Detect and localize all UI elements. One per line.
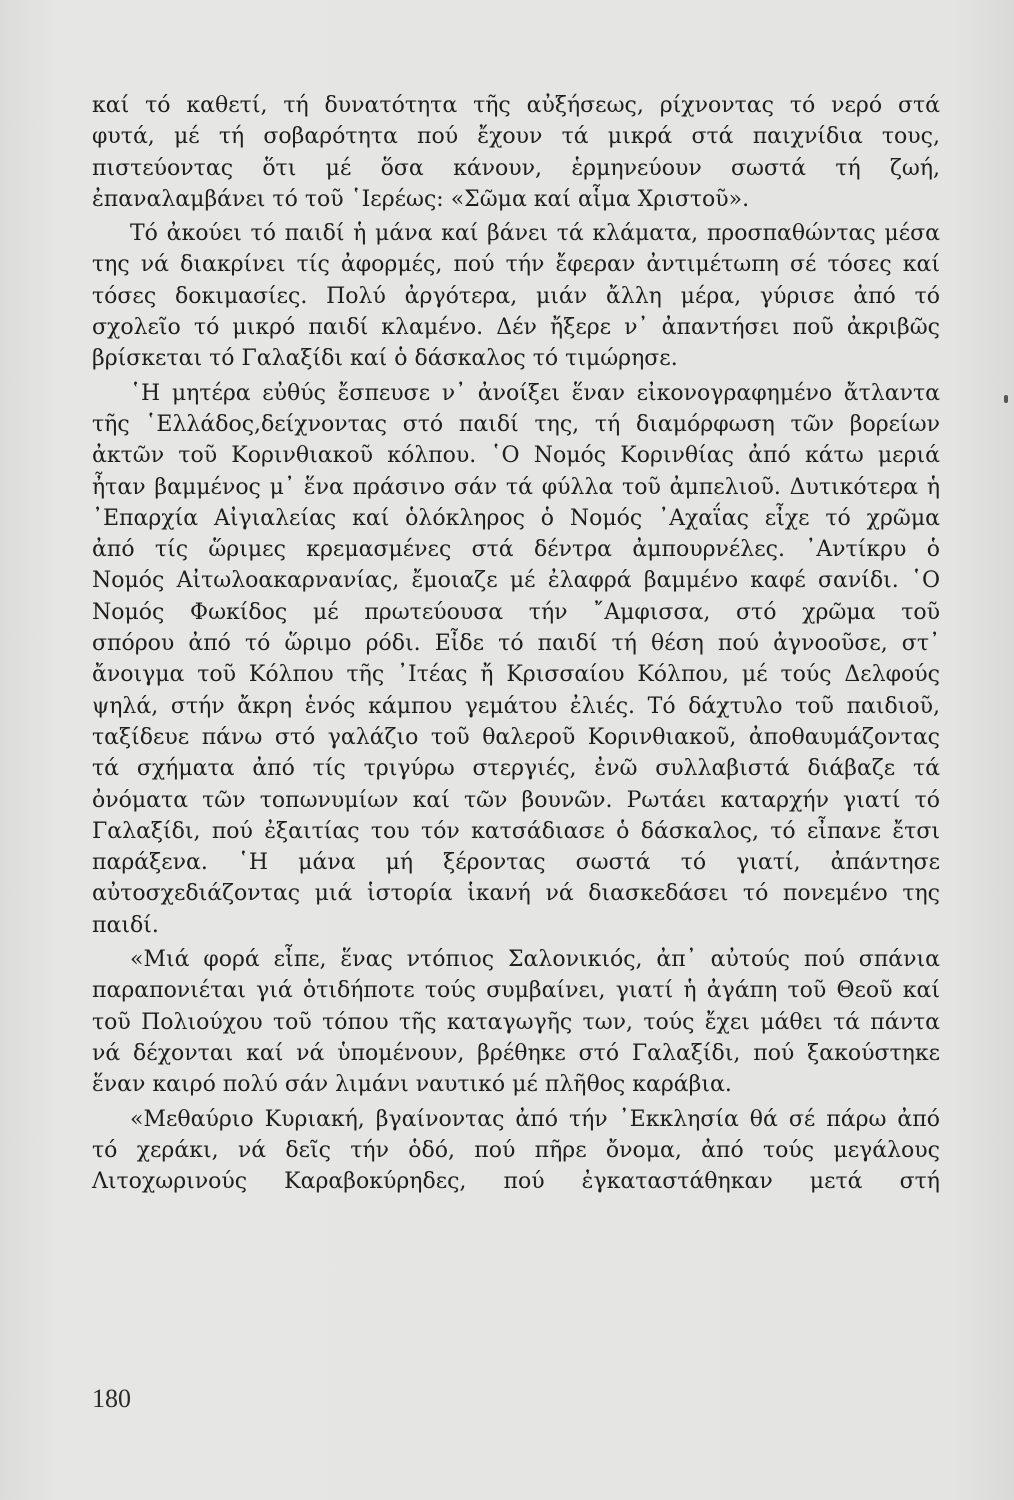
text-line: βρίσκεται τό Γαλαξίδι καί ὁ δάσκαλος τό τιμώρησε. xyxy=(92,346,678,372)
text-line: ἕναν καιρό πολύ σάν λιμάνι ναυτικό μέ πλῆθος καράβια. xyxy=(92,1072,732,1098)
paragraph xyxy=(92,944,940,1100)
body-text xyxy=(92,90,940,1200)
text-line: ἄνοιγμα τοῦ Κόλπου τῆς ᾽Ιτέας ἤ Κρισσαίου Κόλπου, μέ τούς Δελφούς xyxy=(92,662,940,688)
text-line: ἀκτῶν τοῦ Κορινθιακοῦ κόλπου. ῾Ο Νομός Κορινθίας ἀπό κάτω μεριά xyxy=(92,443,940,469)
paragraph xyxy=(92,90,940,215)
text-line: παιδί. xyxy=(92,912,159,938)
text-line: ὀνόματα τῶν τοπωνυμίων καί τῶν βουνῶν. Ρωτάει καταρχήν γιατί τό xyxy=(92,787,940,813)
text-line: Νομός Αἰτωλοακαρνανίας, ἔμοιαζε μέ ἐλαφρά βαμμένο καφέ σανίδι. ῾Ο xyxy=(92,568,940,594)
text-line: καί τό καθετί, τή δυνατότητα τῆς αὐξήσεως, ρίχνοντας τό νερό στά xyxy=(92,93,940,118)
text-line: πιστεύοντας ὅτι μέ ὅσα κάνουν, ἑρμηνεύουν σωστά τή ζωή, xyxy=(92,155,940,181)
text-line: ᾽Επαρχία Αἰγιαλείας καί ὁλόκληρος ὁ Νομός ᾽Αχαΐας εἶχε τό χρῶμα xyxy=(92,505,940,531)
paragraph xyxy=(92,378,940,941)
text-line: Γαλαξίδι, πού ἐξαιτίας του τόν κατσάδιασε ὁ δάσκαλος, τό εἶπανε ἔτσι xyxy=(92,818,940,844)
text-line: φυτά, μέ τή σοβαρότητα πού ἔχουν τά μικρά στά παιχνίδια τους, xyxy=(92,124,940,150)
page-number: 180 xyxy=(92,1384,131,1413)
text-line: σχολεῖο τό μικρό παιδί κλαμένο. Δέν ἤξερε ν᾽ ἀπαντήσει ποῦ ἀκριβῶς xyxy=(92,315,940,341)
text-line: τοῦ Πολιούχου τοῦ τόπου τῆς καταγωγῆς των, τούς ἔχει μάθει τά πάντα xyxy=(92,1009,940,1035)
text-line: τῆς ῾Ελλάδος,δείχνοντας στό παιδί της, τή διαμόρφωση τῶν βορείων xyxy=(92,411,940,437)
text-line: σπόρου ἀπό τό ὥριμο ρόδι. Εἶδε τό παιδί τή θέση πού ἀγνοοῦσε, στ᾽ xyxy=(92,631,940,657)
text-line: παράξενα. ῾Η μάνα μή ξέροντας σωστά τό γιατί, ἀπάντησε xyxy=(92,850,940,876)
text-line: ῾Η μητέρα εὐθύς ἔσπευσε ν᾽ ἀνοίξει ἕναν εἰκονογραφημένο ἄτλαντα xyxy=(130,380,940,406)
text-line: τό χεράκι, νά δεῖς τήν ὁδό, πού πῆρε ὄνομα, ἀπό τούς μεγάλους xyxy=(92,1137,940,1163)
text-line: Τό ἀκούει τό παιδί ἡ μάνα καί βάνει τά κλάματα, προσπαθώντας μέσα xyxy=(130,221,940,247)
text-line: τά σχήματα ἀπό τίς τριγύρω στεργιές, ἐνῶ συλλαβιστά διάβαζε τά xyxy=(92,756,940,782)
text-line: ἀπό τίς ὥριμες κρεμασμένες στά δέντρα ἀμπουρνέλες. ᾽Αντίκρυ ὁ xyxy=(92,537,940,563)
text-line: ταξίδευε πάνω στό γαλάζιο τοῦ θαλεροῦ Κορινθιακοῦ, ἀποθαυμάζοντας xyxy=(92,724,940,750)
text-line: αὐτοσχεδιάζοντας μιά ἱστορία ἱκανή νά διασκεδάσει τό πονεμένο της xyxy=(92,881,940,907)
text-line: ἐπαναλαμβάνει τό τοῦ ῾Ιερέως: «Σῶμα καί αἷμα Χριστοῦ». xyxy=(92,186,750,212)
text-line: τόσες δοκιμασίες. Πολύ ἀργότερα, μιάν ἄλλη μέρα, γύρισε ἀπό τό xyxy=(92,283,940,309)
text-line: παραπονιέται γιά ὁτιδήποτε τούς συμβαίνει, γιατί ἡ ἀγάπη τοῦ Θεοῦ καί xyxy=(92,978,940,1004)
text-line: ἦταν βαμμένος μ᾽ ἕνα πράσινο σάν τά φύλλα τοῦ ἀμπελιοῦ. Δυτικότερα ἡ xyxy=(92,474,940,500)
paragraph xyxy=(92,218,940,374)
text-line: Λιτοχωρινούς Καραβοκύρηδες, πού ἐγκαταστάθηκαν μετά στή xyxy=(92,1169,940,1195)
text-line: ψηλά, στήν ἄκρη ἑνός κάμπου γεμάτου ἐλιές. Τό δάχτυλο τοῦ παιδιοῦ, xyxy=(92,693,940,719)
text-line: Νομός Φωκίδος μέ πρωτεύουσα τήν ῎Αμφισσα, στό χρῶμα τοῦ xyxy=(92,599,940,625)
text-line: της νά διακρίνει τίς ἀφορμές, πού τήν ἔφεραν ἀντιμέτωπη σέ τόσες καί xyxy=(92,252,940,278)
margin-mark xyxy=(1004,395,1008,403)
text-line: «Μεθαύριο Κυριακή, βγαίνοντας ἀπό τήν ᾽Εκκλησία θά σέ πάρω ἀπό xyxy=(130,1106,940,1132)
text-line: «Μιά φορά εἶπε, ἕνας ντόπιος Σαλονικιός, ἀπ᾽ αὐτούς πού σπάνια xyxy=(130,947,940,973)
text-line: νά δέχονται καί νά ὑπομένουν, βρέθηκε στό Γαλαξίδι, πού ξακούστηκε xyxy=(92,1040,940,1066)
paragraph xyxy=(92,1104,940,1198)
